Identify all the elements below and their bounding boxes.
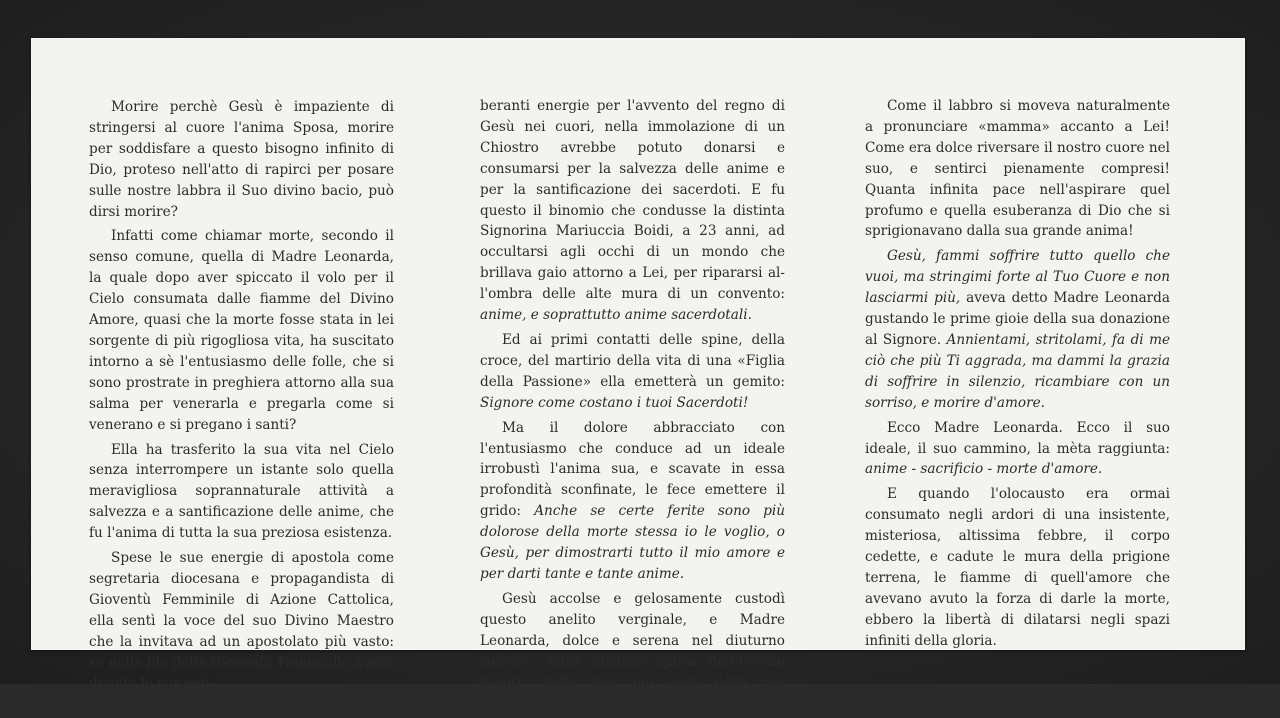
paragraph bbox=[480, 96, 785, 326]
paragraph-text: Ella ha trasferito la sua vita nel Cielo senza interrompere un istante solo quella meravigliosa soprannaturale attività a salvezza e a santificazione delle anime, che fu l'anima di tutta la sua preziosa esistenza. bbox=[89, 441, 394, 542]
paragraph-text: Gesù accolse e gelosamente custodì questo anelito verginale, e Madre Leonarda, dolce e serena nel diuturno soffrire, fatta mistica Sposa dell'Eterno Amore, nella luce più bella della sua vocazione, fu Madre di tante e tante anime. bbox=[480, 590, 785, 712]
paragraph-text: aveva detto Madre Leonarda gustando le prime gioie della sua donazione al Signore. bbox=[865, 290, 1170, 348]
italic-text: anime, e soprattutto anime sacerdotali. bbox=[480, 307, 752, 324]
paragraph-text: Ma il dolore abbracciato con l'entusiasmo che conduce ad un ideale irrobustì l'anima sua, e scavate in essa profondità sconfinate, le fece emettere il grido: bbox=[480, 419, 785, 520]
italic-text: Annientami, stritolami, fa di me ciò che più Ti aggrada, ma dammi la grazia di soffrire in silenzio, ricambiare con un sorriso, e morire d'amore. bbox=[865, 331, 1170, 411]
paragraph bbox=[865, 96, 1170, 242]
paragraph bbox=[865, 418, 1170, 481]
paragraph-text: E quando l'olocausto era ormai consumato negli ardori di una insistente, misteriosa, altissima febbre, il corpo cedette, e cadute le mura della prigione terrena, le fiamme di quell'amore che avevano avuto la forza di darle la morte, ebbero la libertà di dilatarsi negli spazi infiniti della gloria. bbox=[865, 486, 1170, 649]
italic-text: anime - sacrificio - morte d'amore. bbox=[865, 461, 1103, 478]
paragraph-text: Come il labbro si moveva naturalmente a pronunciare «mamma» accanto a Lei! Come era dolce riversare il nostro cuore nel suo, e sentirci pienamente compresi! Quanta infinita pace nell'aspirare quel profumo e quella esuberanza di Dio che si sprigionavano dalla sua grande anima! bbox=[865, 98, 1170, 240]
paragraph-text: Spese le sue energie di apostola come segretaria diocesana e propagandista di Gioventù Femminile di Azione Cattolica, ella sentì la voce del suo Divino Maestro che la invitava ad un apostolato più vasto: se nelle file della Gioventù Femminile aveva donato le sue esu- bbox=[89, 550, 394, 692]
paragraph bbox=[89, 548, 394, 694]
paragraph-text: Ed ai primi contatti delle spine, della croce, del martirio della vita di una «Figlia della Passione» ella emetterà un gemito: bbox=[480, 331, 785, 390]
printed-page bbox=[31, 38, 1245, 712]
italic-text: Anche se certe ferite sono più dolorose della morte stessa io le voglio, o Gesù, per dimostrarti tutto il mio amore e per darti tante e tante anime. bbox=[480, 503, 786, 582]
paragraph bbox=[480, 589, 785, 714]
paragraph-text: Morire perchè Gesù è impaziente di stringersi al cuore l'anima Sposa, morire per soddisfare a questo bisogno infinito di Dio, proteso nell'atto di rapirci per posare sulle nostre labbra il Suo divino bacio, può dirsi morire? bbox=[89, 99, 394, 220]
paragraph-text: Infatti come chiamar morte, secondo il senso comune, quella di Madre Leonarda, la quale dopo aver spiccato il volo per il Cielo consumata dalle fiamme del Divino Amore, quasi che la morte fosse stata in lei sorgente di più rigogliosa vita, ha suscitato intorno a sè l'entusiasmo delle folle, che si sono prostrate in preghiera attorno alla sua salma per venerarla e pregarla come si venerano e si pregano i santi? bbox=[89, 228, 394, 433]
paragraph bbox=[89, 440, 394, 545]
italic-text: Gesù, fammi soffrire tutto quello che vuoi, ma stringimi forte al Tuo Cuore e non lasciarmi più, bbox=[865, 248, 1170, 307]
paragraph-text: beranti energie per l'avvento del regno di Gesù nei cuori, nella immolazione di un Chiostro avrebbe potuto donarsi e consumarsi per la salvezza delle anime e per la santificazione dei sacerdoti. E fu questo il binomio che condusse la distinta Signorina Mariuccia Boidi, a 23 anni, ad occultarsi agli occhi di un mondo che brillava gaio attorno a Lei, per ripararsi all'ombra delle alte mura di un convento: bbox=[480, 98, 785, 303]
text-column-2 bbox=[480, 96, 785, 718]
paragraph bbox=[865, 484, 1170, 651]
paragraph bbox=[865, 246, 1170, 413]
text-column-3 bbox=[865, 96, 1170, 656]
text-column-1 bbox=[89, 97, 394, 698]
paragraph bbox=[89, 226, 394, 435]
paragraph bbox=[480, 418, 785, 585]
paragraph bbox=[480, 330, 785, 414]
italic-text: Signore come costano i tuoi Sacerdoti! bbox=[480, 394, 749, 411]
paragraph-text: Ecco Madre Leonarda. Ecco il suo ideale, il suo cammino, la mèta raggiunta: bbox=[865, 419, 1170, 457]
paragraph bbox=[89, 97, 394, 222]
